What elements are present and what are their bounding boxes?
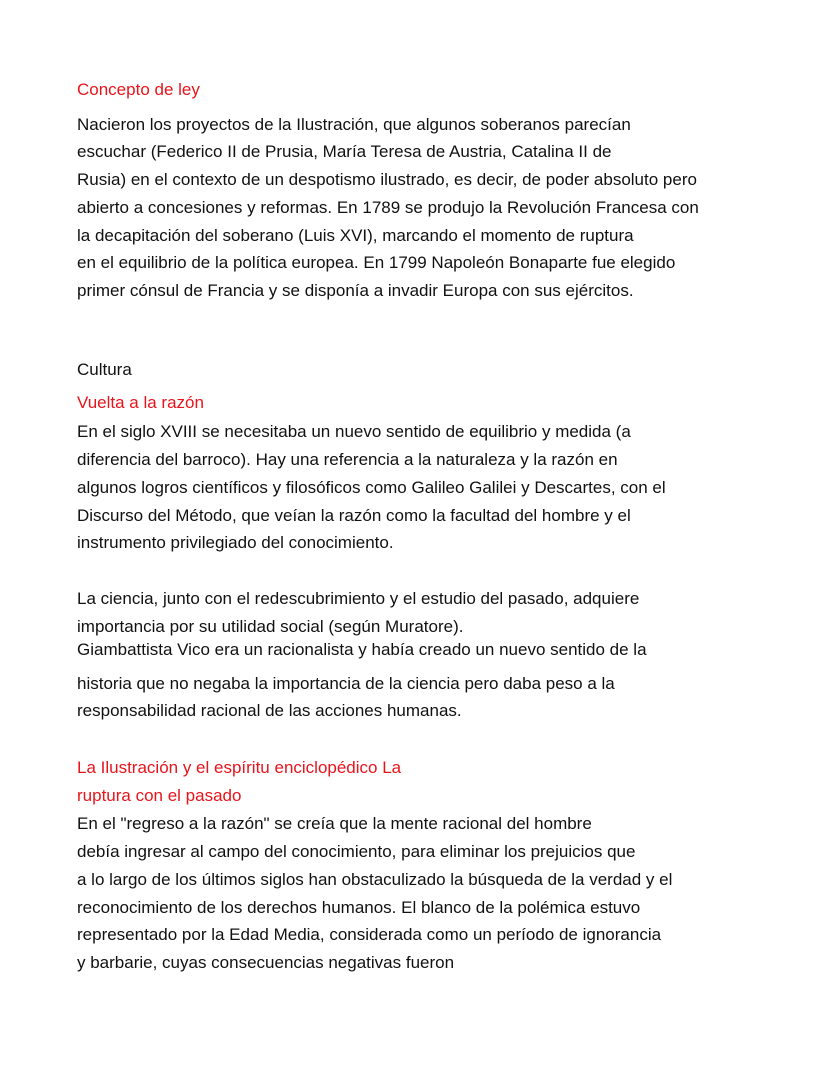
text-line: abierto a concesiones y reformas. En 1789 se produjo la Revolución Francesa con xyxy=(77,198,699,217)
text-line: historia que no negaba la importancia de la ciencia pero daba peso a la xyxy=(77,674,615,693)
section-heading-cultura: Cultura xyxy=(77,360,132,379)
text-line: representado por la Edad Media, considerada como un período de ignorancia xyxy=(77,925,662,944)
text-line: La ciencia, junto con el redescubrimiento y el estudio del pasado, adquiere xyxy=(77,589,640,608)
text-line: primer cónsul de Francia y se disponía a invadir Europa con sus ejércitos. xyxy=(77,281,634,300)
text-line: y barbarie, cuyas consecuencias negativas fueron xyxy=(77,953,455,972)
text-line: En el siglo XVIII se necesitaba un nuevo sentido de equilibrio y medida (a xyxy=(77,422,631,441)
text-line: importancia por su utilidad social (según Muratore). xyxy=(77,617,464,636)
text-line: debía ingresar al campo del conocimiento, para eliminar los prejuicios que xyxy=(77,842,636,861)
text-line: en el equilibrio de la política europea. En 1799 Napoleón Bonaparte fue elegido xyxy=(77,253,676,272)
text-line: diferencia del barroco). Hay una referencia a la naturaleza y la razón en xyxy=(77,450,618,469)
section-heading-concepto-de-ley: Concepto de ley xyxy=(77,80,200,99)
text-line: instrumento privilegiado del conocimiento. xyxy=(77,533,394,552)
text-line: reconocimiento de los derechos humanos. El blanco de la polémica estuvo xyxy=(77,898,641,917)
text-line: Giambattista Vico era un racionalista y había creado un nuevo sentido de la xyxy=(77,640,647,659)
section-heading-ilustracion: La Ilustración y el espíritu enciclopédico La xyxy=(77,758,402,777)
text-line: Rusia) en el contexto de un despotismo ilustrado, es decir, de poder absoluto pero xyxy=(77,170,697,189)
text-line: escuchar (Federico II de Prusia, María Teresa de Austria, Catalina II de xyxy=(77,142,612,161)
text-line: responsabilidad racional de las acciones humanas. xyxy=(77,701,462,720)
text-line: a lo largo de los últimos siglos han obstaculizado la búsqueda de la verdad y el xyxy=(77,870,673,889)
text-line: la decapitación del soberano (Luis XVI), marcando el momento de ruptura xyxy=(77,226,634,245)
text-line: algunos logros científicos y filosóficos como Galileo Galilei y Descartes, con el xyxy=(77,478,666,497)
section-heading-vuelta-a-la-razon: Vuelta a la razón xyxy=(77,393,204,412)
text-line: En el "regreso a la razón" se creía que la mente racional del hombre xyxy=(77,814,592,833)
text-line: Discurso del Método, que veían la razón como la facultad del hombre y el xyxy=(77,506,631,525)
section-heading-ilustracion-cont: ruptura con el pasado xyxy=(77,786,242,805)
text-line: Nacieron los proyectos de la Ilustración, que algunos soberanos parecían xyxy=(77,115,631,134)
